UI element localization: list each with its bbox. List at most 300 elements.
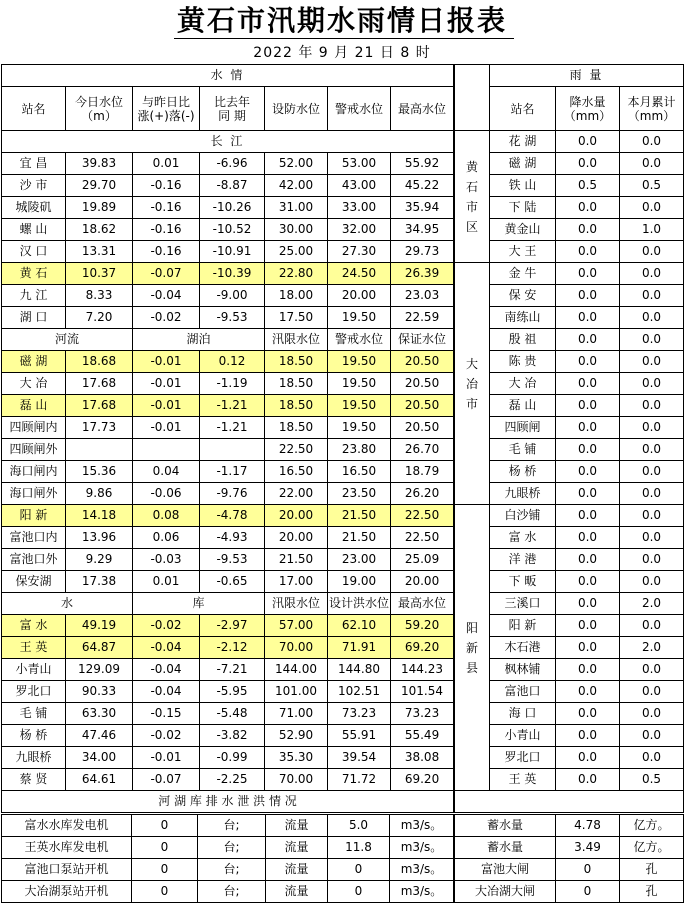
rain-station-name: 下 畈 — [490, 571, 556, 593]
rain-station-name: 毛 铺 — [490, 439, 556, 461]
water-value: -2.25 — [200, 769, 265, 791]
table-row — [2, 549, 454, 571]
water-value: -4.78 — [200, 505, 265, 527]
water-value: 21.50 — [265, 549, 328, 571]
station-name: 小青山 — [2, 659, 66, 681]
water-col-header: 站名 — [2, 87, 66, 131]
storage-value: 4.78 — [556, 815, 620, 837]
water-value: 144.00 — [265, 659, 328, 681]
table-row — [2, 285, 454, 307]
section-col-label: 最高水位 — [391, 593, 454, 615]
rain-station-name: 小青山 — [490, 725, 556, 747]
station-name: 罗北口 — [2, 681, 66, 703]
table-row — [2, 65, 454, 87]
rain-value: 1.0 — [620, 219, 684, 241]
table-row — [455, 571, 684, 593]
table-row — [455, 439, 684, 461]
water-value: 43.00 — [328, 175, 391, 197]
table-row — [2, 615, 454, 637]
table-row — [2, 527, 454, 549]
region-label: 阳 新 县 — [455, 505, 490, 791]
water-value: 22.00 — [265, 483, 328, 505]
station-name: 宜 昌 — [2, 153, 66, 175]
water-col-header: 今日水位 （m） — [66, 87, 133, 131]
region-label: 大 冶 市 — [455, 263, 490, 505]
table-row — [455, 307, 684, 329]
water-value: 26.20 — [391, 483, 454, 505]
rain-value: 0.0 — [556, 703, 620, 725]
table-row — [2, 175, 454, 197]
water-value: 59.20 — [391, 615, 454, 637]
rain-station-name: 枫林铺 — [490, 659, 556, 681]
rainfall-table — [454, 64, 684, 813]
table-row — [2, 881, 454, 903]
water-value: 16.50 — [265, 461, 328, 483]
water-value: 18.00 — [265, 285, 328, 307]
water-value: -0.07 — [133, 769, 200, 791]
table-row — [455, 483, 684, 505]
rain-station-name: 阳 新 — [490, 615, 556, 637]
table-row — [455, 241, 684, 263]
water-value: -0.01 — [133, 747, 200, 769]
water-value: -0.15 — [133, 703, 200, 725]
storage-label: 蓄水量 — [455, 837, 556, 859]
station-name: 保安湖 — [2, 571, 66, 593]
storage-label: 大冶湖大闸 — [455, 881, 556, 903]
table-row — [455, 87, 684, 131]
storage-label: 蓄水量 — [455, 815, 556, 837]
discharge-value: 0 — [328, 859, 390, 881]
water-value: 17.50 — [265, 307, 328, 329]
table-row — [455, 549, 684, 571]
rain-value: 0.0 — [556, 747, 620, 769]
discharge-value: 台; — [198, 859, 266, 881]
table-row — [455, 329, 684, 351]
rain-value: 0.0 — [556, 769, 620, 791]
water-value: -8.87 — [200, 175, 265, 197]
rain-value: 2.0 — [620, 637, 684, 659]
rain-value: 0.0 — [556, 219, 620, 241]
water-value: -0.16 — [133, 175, 200, 197]
table-row — [2, 747, 454, 769]
table-row — [2, 637, 454, 659]
rain-station-name: 富池口 — [490, 681, 556, 703]
storage-label: 富池大闸 — [455, 859, 556, 881]
discharge-value: 台; — [198, 837, 266, 859]
rain-station-name: 杨 桥 — [490, 461, 556, 483]
rain-blank-cell — [455, 65, 490, 131]
rain-value: 0.0 — [620, 483, 684, 505]
station-name: 王 英 — [2, 637, 66, 659]
water-value: 20.00 — [265, 527, 328, 549]
water-value: 71.00 — [265, 703, 328, 725]
water-value: 33.00 — [328, 197, 391, 219]
water-value: -1.17 — [200, 461, 265, 483]
section-label: 湖泊 — [133, 329, 265, 351]
table-row — [455, 637, 684, 659]
water-value: -0.04 — [133, 659, 200, 681]
rain-station-name: 黄金山 — [490, 219, 556, 241]
water-value: 19.50 — [328, 395, 391, 417]
water-value: 17.38 — [66, 571, 133, 593]
storage-value: 亿方。 — [620, 837, 684, 859]
discharge-value: m3/s。 — [390, 837, 454, 859]
water-value: 38.08 — [391, 747, 454, 769]
water-value: 20.00 — [265, 505, 328, 527]
table-row — [2, 241, 454, 263]
rain-value: 0.0 — [556, 659, 620, 681]
water-value: 144.80 — [328, 659, 391, 681]
rain-value: 0.0 — [620, 549, 684, 571]
storage-value: 孔 — [620, 881, 684, 903]
rain-value: 0.0 — [620, 329, 684, 351]
water-value: 23.00 — [328, 549, 391, 571]
water-value: 21.50 — [328, 527, 391, 549]
report-date: 2022 年 9 月 21 日 8 时 — [253, 45, 431, 61]
table-row — [2, 395, 454, 417]
rain-col-header: 站名 — [490, 87, 556, 131]
water-section-header: 水 情 — [2, 65, 454, 87]
water-value — [66, 439, 133, 461]
water-value: -0.02 — [133, 725, 200, 747]
rain-value: 0.0 — [556, 571, 620, 593]
section-col-label: 汛限水位 — [265, 329, 328, 351]
rain-value: 0.5 — [620, 175, 684, 197]
water-value: -9.53 — [200, 549, 265, 571]
water-value: -5.95 — [200, 681, 265, 703]
table-row — [455, 725, 684, 747]
water-value: 144.23 — [391, 659, 454, 681]
water-value: -0.01 — [133, 417, 200, 439]
rain-station-name: 洋 港 — [490, 549, 556, 571]
discharge-value: 台; — [198, 881, 266, 903]
section-label: 库 — [133, 593, 265, 615]
rain-station-name: 磊 山 — [490, 395, 556, 417]
water-value: 53.00 — [328, 153, 391, 175]
rain-value: 0.0 — [620, 615, 684, 637]
water-value: 64.61 — [66, 769, 133, 791]
table-row — [455, 263, 684, 285]
rain-value: 0.0 — [620, 395, 684, 417]
discharge-facility: 大冶湖泵站开机 — [2, 881, 132, 903]
discharge-value: m3/s。 — [390, 815, 454, 837]
water-value: -1.19 — [200, 373, 265, 395]
water-value: -10.26 — [200, 197, 265, 219]
water-value: -0.03 — [133, 549, 200, 571]
water-value: 15.36 — [66, 461, 133, 483]
rain-value: 0.0 — [620, 571, 684, 593]
table-row — [455, 285, 684, 307]
rain-value: 0.0 — [556, 593, 620, 615]
water-value: 102.51 — [328, 681, 391, 703]
rain-value: 0.0 — [556, 461, 620, 483]
water-value: 30.00 — [265, 219, 328, 241]
rain-value: 0.0 — [556, 285, 620, 307]
discharge-value: m3/s。 — [390, 881, 454, 903]
station-name: 阳 新 — [2, 505, 66, 527]
water-value: -0.07 — [133, 263, 200, 285]
rain-value: 0.0 — [620, 527, 684, 549]
station-name: 沙 市 — [2, 175, 66, 197]
water-value: -0.99 — [200, 747, 265, 769]
water-value: 62.10 — [328, 615, 391, 637]
table-row — [455, 395, 684, 417]
rain-station-name: 陈 贵 — [490, 351, 556, 373]
water-value: 47.46 — [66, 725, 133, 747]
discharge-value: 台; — [198, 815, 266, 837]
rain-value: 0.0 — [620, 373, 684, 395]
rain-value: 2.0 — [620, 593, 684, 615]
rain-value: 0.0 — [620, 263, 684, 285]
section-label: 河流 — [2, 329, 133, 351]
rain-station-name: 九眼桥 — [490, 483, 556, 505]
table-row — [455, 615, 684, 637]
discharge-facility: 王英水库发电机 — [2, 837, 132, 859]
rain-station-name: 铁 山 — [490, 175, 556, 197]
rain-col-header: 降水量 （mm） — [556, 87, 620, 131]
table-row — [2, 725, 454, 747]
water-value: 101.00 — [265, 681, 328, 703]
water-value: -7.21 — [200, 659, 265, 681]
table-row — [455, 505, 684, 527]
discharge-value: 流量 — [266, 837, 328, 859]
station-name: 杨 桥 — [2, 725, 66, 747]
water-value: 18.68 — [66, 351, 133, 373]
water-value: 73.23 — [391, 703, 454, 725]
water-value: -2.97 — [200, 615, 265, 637]
rain-station-name: 罗北口 — [490, 747, 556, 769]
table-row — [455, 659, 684, 681]
storage-table — [454, 814, 684, 903]
table-row — [455, 417, 684, 439]
table-row — [2, 307, 454, 329]
station-name: 磊 山 — [2, 395, 66, 417]
table-row — [2, 263, 454, 285]
water-value: 101.54 — [391, 681, 454, 703]
region-label: 黄 石 市 区 — [455, 131, 490, 263]
water-value: 63.30 — [66, 703, 133, 725]
water-value: -0.65 — [200, 571, 265, 593]
water-value: 14.18 — [66, 505, 133, 527]
rain-value: 0.0 — [556, 263, 620, 285]
discharge-table — [1, 814, 454, 903]
discharge-value: 0 — [328, 881, 390, 903]
water-level-table — [1, 64, 454, 813]
water-value: 17.00 — [265, 571, 328, 593]
table-row — [2, 769, 454, 791]
water-value: 0.06 — [133, 527, 200, 549]
station-name: 富 水 — [2, 615, 66, 637]
table-row — [455, 593, 684, 615]
water-value: 22.59 — [391, 307, 454, 329]
table-row — [455, 859, 684, 881]
rain-value: 0.0 — [556, 505, 620, 527]
rain-station-name: 花 湖 — [490, 131, 556, 153]
water-value: 17.68 — [66, 373, 133, 395]
water-value: 24.50 — [328, 263, 391, 285]
rain-value: 0.0 — [556, 307, 620, 329]
rain-value: 0.0 — [620, 703, 684, 725]
rain-value: 0.0 — [620, 681, 684, 703]
station-name: 九眼桥 — [2, 747, 66, 769]
section-col-label: 警戒水位 — [328, 329, 391, 351]
table-row — [2, 219, 454, 241]
water-value: 90.33 — [66, 681, 133, 703]
storage-value: 3.49 — [556, 837, 620, 859]
water-value: 19.50 — [328, 351, 391, 373]
table-row — [2, 791, 454, 813]
water-value: 20.00 — [391, 571, 454, 593]
rain-station-name: 下 陆 — [490, 197, 556, 219]
table-row — [455, 527, 684, 549]
rain-value: 0.0 — [556, 615, 620, 637]
water-value: 18.62 — [66, 219, 133, 241]
rain-value: 0.0 — [556, 725, 620, 747]
station-name: 大 冶 — [2, 373, 66, 395]
water-value: 55.92 — [391, 153, 454, 175]
water-value: -9.00 — [200, 285, 265, 307]
table-row — [455, 219, 684, 241]
rain-station-name: 木石港 — [490, 637, 556, 659]
water-value: 29.73 — [391, 241, 454, 263]
water-value: 23.03 — [391, 285, 454, 307]
rain-station-name: 磁 湖 — [490, 153, 556, 175]
rain-station-name: 殷 祖 — [490, 329, 556, 351]
rain-value: 0.0 — [620, 461, 684, 483]
water-value: 34.95 — [391, 219, 454, 241]
rain-value: 0.0 — [620, 725, 684, 747]
discharge-value: 0 — [132, 859, 198, 881]
water-value: 19.89 — [66, 197, 133, 219]
water-value: 20.50 — [391, 351, 454, 373]
rain-value: 0.0 — [556, 483, 620, 505]
table-row — [2, 87, 454, 131]
station-name: 富池口内 — [2, 527, 66, 549]
water-value: -4.93 — [200, 527, 265, 549]
water-value: 0.04 — [133, 461, 200, 483]
table-row — [2, 351, 454, 373]
rain-value: 0.0 — [620, 285, 684, 307]
rain-value: 0.0 — [556, 417, 620, 439]
water-value: 13.96 — [66, 527, 133, 549]
station-name: 城陵矶 — [2, 197, 66, 219]
rain-value: 0.0 — [620, 505, 684, 527]
water-value: 18.50 — [265, 351, 328, 373]
water-value: 69.20 — [391, 769, 454, 791]
discharge-value: 流量 — [266, 815, 328, 837]
table-row — [2, 461, 454, 483]
rain-value: 0.0 — [620, 153, 684, 175]
water-value: 21.50 — [328, 505, 391, 527]
discharge-value: 0 — [132, 881, 198, 903]
water-value: -10.52 — [200, 219, 265, 241]
water-value: -5.48 — [200, 703, 265, 725]
table-row — [455, 703, 684, 725]
water-value: 20.50 — [391, 395, 454, 417]
rain-value: 0.5 — [556, 175, 620, 197]
water-col-header: 与昨日比 涨(+)落(-) — [133, 87, 200, 131]
rain-station-name: 王 英 — [490, 769, 556, 791]
station-name: 磁 湖 — [2, 351, 66, 373]
rain-value: 0.0 — [556, 637, 620, 659]
table-row — [2, 439, 454, 461]
table-row — [455, 881, 684, 903]
water-value: 34.00 — [66, 747, 133, 769]
discharge-section-header: 河 湖 库 排 水 泄 洪 情 况 — [2, 791, 454, 813]
water-value: 13.31 — [66, 241, 133, 263]
station-name: 富池口外 — [2, 549, 66, 571]
table-row — [455, 747, 684, 769]
rain-station-name: 保 安 — [490, 285, 556, 307]
rain-value: 0.0 — [620, 417, 684, 439]
station-name: 海口闸外 — [2, 483, 66, 505]
water-value: 57.00 — [265, 615, 328, 637]
rain-station-name: 大 冶 — [490, 373, 556, 395]
water-value: 39.54 — [328, 747, 391, 769]
station-name: 海口闸内 — [2, 461, 66, 483]
water-value: 25.00 — [265, 241, 328, 263]
table-row — [455, 65, 684, 87]
section-label: 水 — [2, 593, 133, 615]
rain-value: 0.0 — [556, 373, 620, 395]
rain-station-name: 白沙铺 — [490, 505, 556, 527]
water-col-header: 最高水位 — [391, 87, 454, 131]
water-value: -3.82 — [200, 725, 265, 747]
table-row — [2, 505, 454, 527]
rain-value: 0.0 — [620, 439, 684, 461]
table-row — [2, 373, 454, 395]
rain-value: 0.0 — [620, 131, 684, 153]
table-row — [2, 681, 454, 703]
water-value: -0.16 — [133, 219, 200, 241]
rain-station-name: 富 水 — [490, 527, 556, 549]
table-row — [2, 417, 454, 439]
water-value: 73.23 — [328, 703, 391, 725]
water-col-header: 警戒水位 — [328, 87, 391, 131]
table-row — [455, 681, 684, 703]
water-value: 71.72 — [328, 769, 391, 791]
table-row — [455, 197, 684, 219]
water-value: 55.91 — [328, 725, 391, 747]
station-name: 毛 铺 — [2, 703, 66, 725]
section-col-label: 保证水位 — [391, 329, 454, 351]
rain-station-name: 海 口 — [490, 703, 556, 725]
rain-value: 0.0 — [556, 241, 620, 263]
table-row — [2, 815, 454, 837]
rain-value: 0.0 — [620, 307, 684, 329]
rain-value: 0.0 — [556, 351, 620, 373]
water-value: -0.16 — [133, 241, 200, 263]
station-name: 螺 山 — [2, 219, 66, 241]
table-row — [2, 659, 454, 681]
rain-section-header: 雨 量 — [490, 65, 684, 87]
water-value: 19.50 — [328, 307, 391, 329]
water-value: 71.91 — [328, 637, 391, 659]
table-row — [2, 837, 454, 859]
water-value: -10.91 — [200, 241, 265, 263]
table-row — [455, 461, 684, 483]
water-value: 64.87 — [66, 637, 133, 659]
discharge-value: 流量 — [266, 881, 328, 903]
water-value: 29.70 — [66, 175, 133, 197]
water-value: 52.90 — [265, 725, 328, 747]
water-value: -0.02 — [133, 615, 200, 637]
rain-col-header: 本月累计 （mm） — [620, 87, 684, 131]
water-value: 17.73 — [66, 417, 133, 439]
water-value: 18.50 — [265, 373, 328, 395]
rain-value: 0.0 — [556, 681, 620, 703]
rain-station-name: 南练山 — [490, 307, 556, 329]
